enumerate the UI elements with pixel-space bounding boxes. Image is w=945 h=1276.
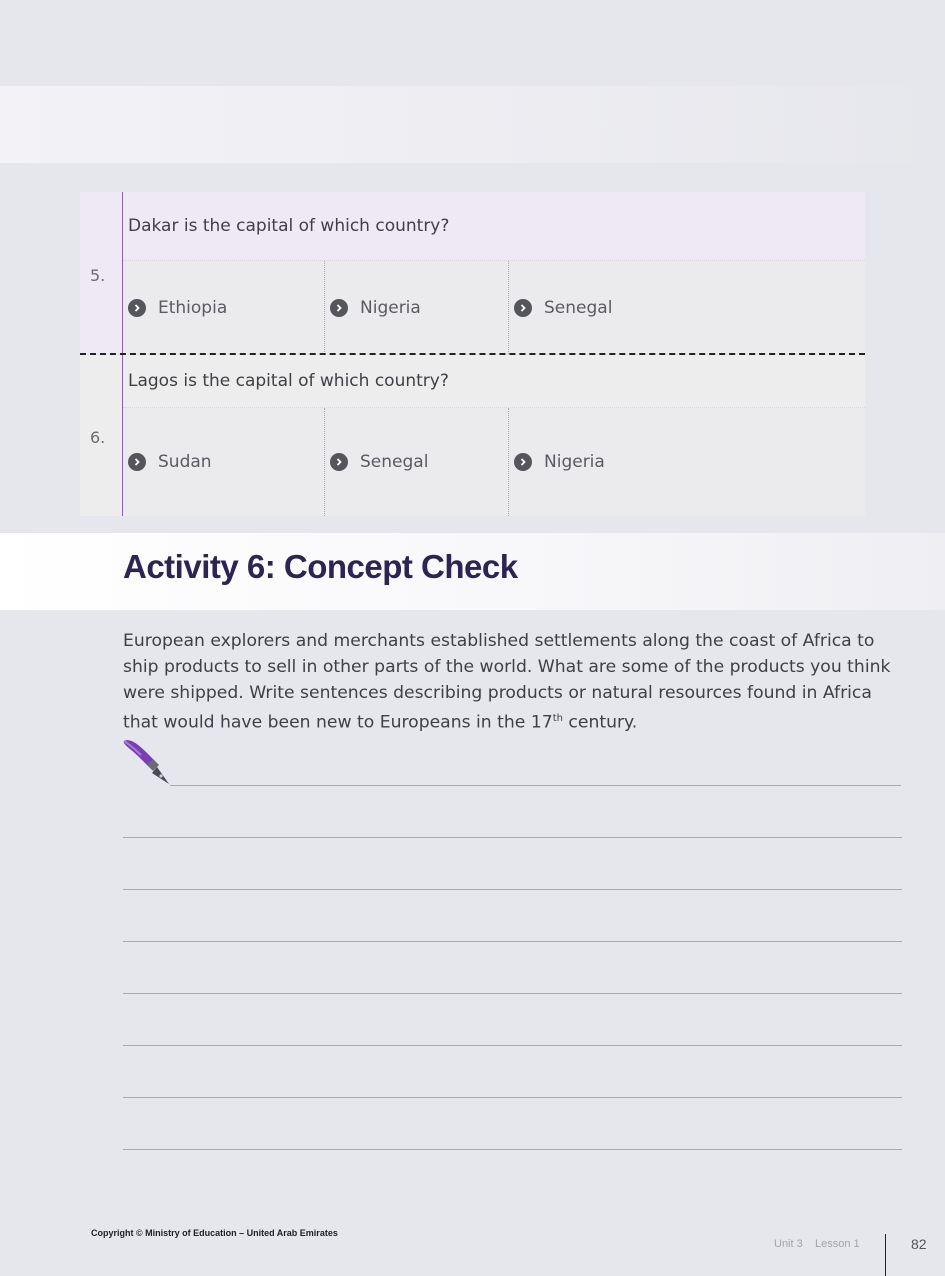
fountain-pen-icon <box>121 737 171 787</box>
answer-line[interactable] <box>123 1045 902 1046</box>
answer-line[interactable] <box>123 993 902 994</box>
unit-lesson-label <box>774 1238 860 1250</box>
answer-option[interactable] <box>508 261 866 354</box>
answer-option-label: Ethiopia <box>158 297 228 318</box>
chevron-right-circle-icon <box>330 299 348 317</box>
answer-line[interactable] <box>123 1149 902 1150</box>
answer-option[interactable] <box>508 408 866 516</box>
page-number-separator <box>885 1234 886 1276</box>
question-6 <box>80 355 865 516</box>
quiz-table <box>80 192 865 516</box>
answer-option[interactable] <box>123 408 323 516</box>
answer-option-label: Sudan <box>158 452 212 472</box>
chevron-right-circle-icon <box>128 453 146 471</box>
answer-line[interactable] <box>123 837 902 838</box>
answer-option-label: Nigeria <box>360 297 421 318</box>
page-number: 82 <box>911 1236 927 1252</box>
answer-line[interactable] <box>170 785 901 786</box>
header-band <box>0 86 945 163</box>
answer-line[interactable] <box>123 889 902 890</box>
lesson-label: Lesson 1 <box>814 1238 860 1250</box>
activity-title: Activity 6: Concept Check <box>123 548 518 585</box>
question-number: 5. <box>90 266 106 285</box>
answer-option-label: Senegal <box>544 297 613 318</box>
unit-label: Unit 3 <box>774 1238 803 1250</box>
prompt-superscript: th <box>552 713 563 724</box>
question-text: Dakar is the capital of which country? <box>123 192 865 261</box>
question-text: Lagos is the capital of which country? <box>123 355 865 408</box>
answer-option[interactable] <box>324 408 508 516</box>
activity-prompt <box>123 628 903 736</box>
copyright-notice: Copyright © Ministry of Education – United Arab Emirates <box>91 1228 338 1238</box>
chevron-right-circle-icon <box>128 299 146 317</box>
question-5 <box>80 192 865 354</box>
question-number: 6. <box>90 428 106 447</box>
chevron-right-circle-icon <box>514 453 532 471</box>
answer-option-label: Nigeria <box>544 452 605 472</box>
answer-option[interactable] <box>324 261 508 354</box>
prompt-text-end: century. <box>562 712 638 733</box>
answer-line[interactable] <box>123 941 902 942</box>
answer-option[interactable] <box>123 261 323 354</box>
answer-option-label: Senegal <box>360 452 429 472</box>
answer-line[interactable] <box>123 1097 902 1098</box>
chevron-right-circle-icon <box>514 299 532 317</box>
answer-options <box>123 408 865 516</box>
answer-options <box>123 261 865 354</box>
prompt-text: European explorers and merchants established settlements along the coast of Africa to ship products to sell in other parts of the world. What are some of the products you think were shipped. Write sentences describing products or natural resources found in Africa that would have been new to Europeans in the 17 <box>123 631 891 733</box>
chevron-right-circle-icon <box>330 453 348 471</box>
